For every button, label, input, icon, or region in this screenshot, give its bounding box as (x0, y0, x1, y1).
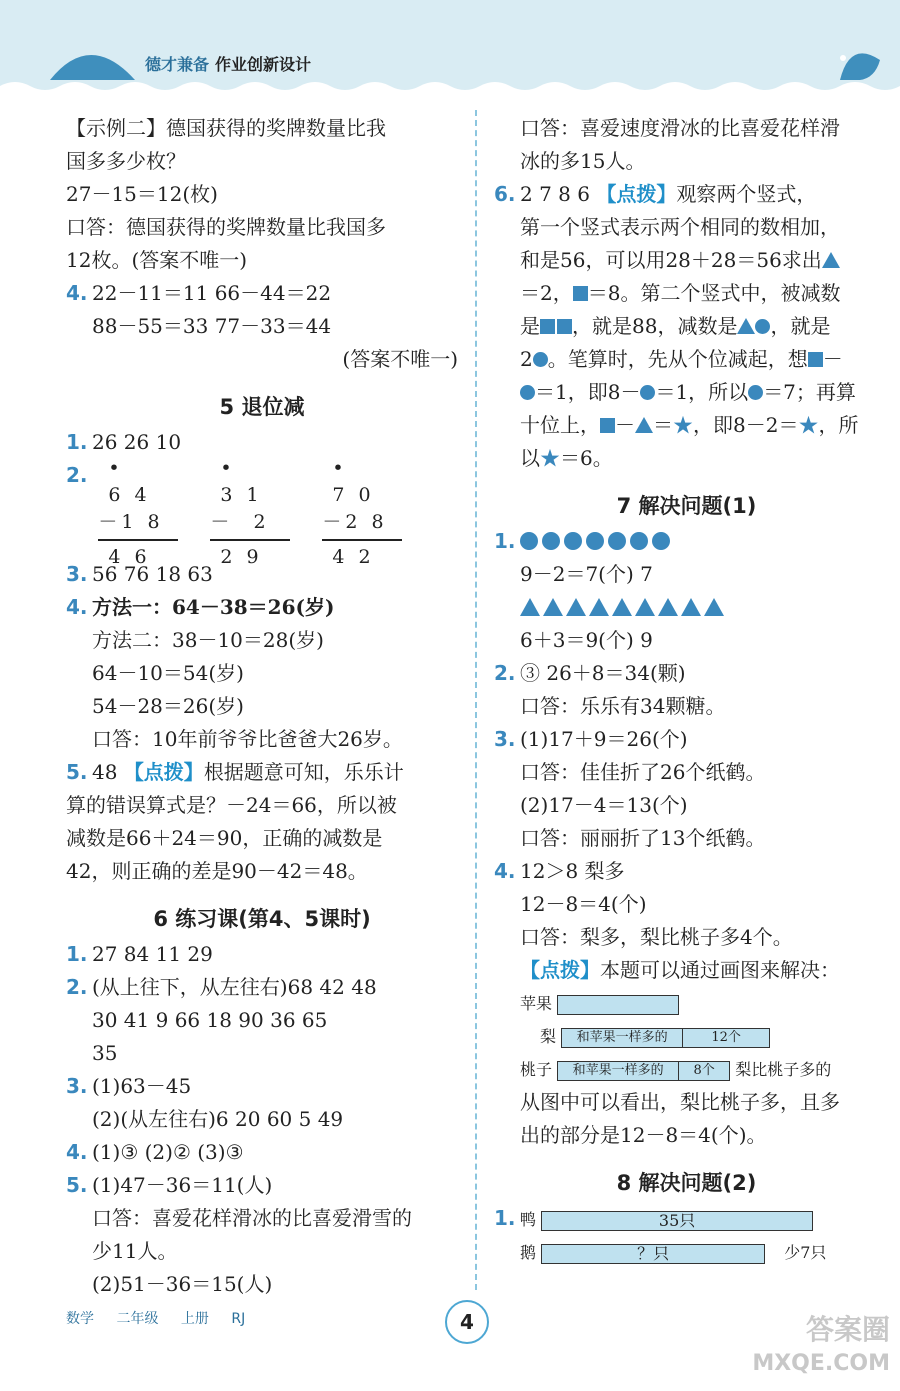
circle-icon (630, 532, 648, 550)
q6-text: ，即8－2＝ (693, 413, 799, 437)
s6-q2-line: 35 (92, 1041, 118, 1065)
pear-label: 梨 (540, 1027, 557, 1046)
tip-label: 【点拨】 (520, 958, 600, 982)
triangle-icon (543, 598, 563, 616)
square-icon (540, 319, 555, 334)
q6-line (494, 442, 879, 475)
s6-q5-text: (1)47－36＝11(人) (92, 1173, 273, 1197)
peach-label: 桃子 (520, 1060, 553, 1079)
wave-border (0, 78, 900, 92)
q-number: 4. (494, 859, 516, 883)
s5-q1-text: 26 26 10 (92, 430, 182, 454)
circle-icon (748, 385, 763, 400)
s7-q1 (494, 525, 879, 558)
pear-bar: 12个 (683, 1028, 770, 1048)
q6-line (494, 376, 879, 409)
q-number: 2. (494, 661, 516, 685)
s6-q5-line: (2)51－36＝15(人) (92, 1272, 273, 1296)
triangle-row (494, 591, 879, 624)
q-number: 4. (66, 281, 88, 305)
s7-q4-line: 口答：梨多，梨比桃子多4个。 (520, 925, 793, 949)
s6-q5 (66, 1169, 458, 1202)
circle-icon (652, 532, 670, 550)
s5-q4-line: 方法二：38－10＝28(岁) (92, 628, 324, 652)
same-bar: 和苹果一样多的 (557, 1061, 679, 1081)
tip-line: 出的部分是12－8＝4(个)。 (520, 1123, 767, 1147)
s7-q1-line: 9－2＝7(个) 7 (520, 562, 653, 586)
tip-text: 本题可以通过画图来解决： (600, 958, 840, 982)
q6-line (494, 343, 879, 376)
q-number: 6. (494, 182, 516, 206)
s6-q1-text: 27 84 11 29 (92, 942, 213, 966)
duck-bar: 35只 (541, 1211, 813, 1231)
q6-text: 2 (520, 347, 533, 371)
triangle-icon (635, 417, 653, 433)
star-icon: ★ (673, 413, 693, 437)
q6-text: 十位上， (520, 413, 600, 437)
left-column (66, 112, 458, 1301)
s7-q2-line: 口答：乐乐有34颗糖。 (520, 694, 726, 718)
brand-title: 德才兼备 作业创新设计 (145, 55, 312, 74)
footer-term: 上册 (180, 1311, 209, 1327)
example2-line: 【示例二】德国获得的奖牌数量比我 (66, 116, 386, 140)
q6-text: ＝1，即8－ (535, 380, 641, 404)
triangle-icon (704, 598, 724, 616)
tip-label: 【点拨】 (596, 182, 677, 206)
q6-line (494, 277, 879, 310)
vertical-calc: • 6 4 －1 8 4 6 (98, 455, 196, 558)
square-icon (808, 352, 823, 367)
less-label: 少7只 (784, 1243, 827, 1262)
s5-q5-text: 48 (92, 760, 124, 784)
footer-subject: 数学 (66, 1311, 94, 1327)
s7-q3-text: (1)17＋9＝26(个) (520, 727, 688, 751)
example2-line2: 国多多少枚？ (66, 149, 186, 173)
q6-text: ，就是 (770, 314, 831, 338)
peach-row (520, 1053, 879, 1086)
triangle-icon (635, 598, 655, 616)
page-header (0, 0, 900, 92)
apple-label: 苹果 (520, 994, 553, 1013)
s5-q4-line: 口答：10年前爷爷比爸爸大26岁。 (92, 727, 403, 751)
circle-row (520, 529, 674, 553)
q-number: 4. (66, 1140, 88, 1164)
triangle-icon (681, 598, 701, 616)
q6-line: 第一个竖式表示两个相同的数相加， (520, 215, 840, 239)
same-bar: 和苹果一样多的 (561, 1028, 683, 1048)
q-number: 3. (494, 727, 516, 751)
answer-line: 口答：德国获得的奖牌数量比我国多 (66, 215, 386, 239)
circle-icon (533, 352, 548, 367)
q6-text: － (615, 413, 635, 437)
q-number: 1. (494, 1206, 516, 1230)
s5-q5-line: 42，则正确的差是90－42＝48。 (66, 859, 368, 883)
q6-text: ＝ (653, 413, 673, 437)
pear-row (520, 1020, 879, 1053)
triangle-icon (612, 598, 632, 616)
q6-text: 。笔算时，先从个位减起，想 (547, 347, 808, 371)
q6-text: 和是56，可以用28＋28＝56求出 (520, 248, 822, 272)
s5-q4 (66, 591, 458, 624)
page-footer (66, 1308, 263, 1328)
q-number: 1. (66, 942, 88, 966)
q4-line (66, 277, 458, 310)
s7-q3-line: (2)17－4＝13(个) (520, 793, 688, 817)
circle-icon (564, 532, 582, 550)
circle-icon (608, 532, 626, 550)
q-number: 5. (66, 760, 88, 784)
section-title-6: 6 练习课(第4、5课时) (153, 907, 371, 931)
vertical-calc: • 3 1 － 2 2 9 (210, 455, 308, 558)
q-number: 2. (66, 463, 88, 487)
s6-q3-text: (1)63－45 (92, 1074, 192, 1098)
q6-text: 以 (520, 446, 540, 470)
triangle-icon (737, 318, 755, 334)
q6-text: 观察两个竖式， (676, 182, 817, 206)
bar-diagram (494, 987, 879, 1086)
circle-icon (542, 532, 560, 550)
q4-note: (答案不唯一) (342, 347, 458, 371)
circle-icon (520, 385, 535, 400)
triangle-icon (822, 252, 840, 268)
goose-bar: ？只 (541, 1244, 765, 1264)
square-icon (573, 286, 588, 301)
q-number: 3. (66, 562, 88, 586)
q6-line (494, 178, 879, 211)
vertical-calcs (98, 457, 434, 568)
s6-q3-line: (2)(从左往右)6 20 60 5 49 (92, 1107, 344, 1131)
q6-text: 是 (520, 314, 540, 338)
q6-text: ＝7；再算 (763, 380, 856, 404)
section-title-8: 8 解决问题(2) (616, 1171, 757, 1195)
s7-q4-text: 12＞8 梨多 (520, 859, 625, 883)
section-title-7: 7 解决问题(1) (616, 494, 757, 518)
s7-q3 (494, 723, 879, 756)
s6-q5-line: 少11人。 (92, 1239, 178, 1263)
square-icon (557, 319, 572, 334)
s6-q1 (66, 938, 458, 971)
column-divider (475, 110, 477, 1290)
s5-q4-text: 方法一：64－38＝26(岁) (92, 595, 335, 619)
s7-q2-text: ③ 26＋8＝34(颗) (520, 661, 686, 685)
goose-label: 鹅 (520, 1243, 537, 1262)
right-column (494, 112, 879, 1269)
tip-label: 【点拨】 (123, 760, 204, 784)
s6-q5-line: 口答：喜爱花样滑冰的比喜爱滑雪的 (92, 1206, 412, 1230)
triangle-icon (658, 598, 678, 616)
q4-line2: 88－55＝33 77－33＝44 (92, 314, 332, 338)
s6-q4-text: (1)③ (2)② (3)③ (92, 1140, 244, 1164)
triangle-icon (520, 598, 540, 616)
circle-icon (520, 532, 538, 550)
circle-icon (755, 319, 770, 334)
s6-q3 (66, 1070, 458, 1103)
q6-line (494, 244, 879, 277)
circle-icon (586, 532, 604, 550)
s5-q4-line: 54－28＝26(岁) (92, 694, 244, 718)
q6-line (494, 310, 879, 343)
triangle-icon (589, 598, 609, 616)
q-number: 5. (66, 1173, 88, 1197)
s6-q4 (66, 1136, 458, 1169)
s7-q3-line: 口答：丽丽折了13个纸鹤。 (520, 826, 766, 850)
footer-grade: 二年级 (116, 1311, 159, 1327)
q-number: 1. (66, 430, 88, 454)
tip-line: 从图中可以看出，梨比桃子多，且多 (520, 1090, 840, 1114)
s7-q2 (494, 657, 879, 690)
vertical-calc: • 7 0 －2 8 4 2 (322, 455, 420, 558)
answer-line2: 12枚。(答案不唯一) (66, 248, 248, 272)
q6-text: ＝6。 (560, 446, 613, 470)
watermark: 答案圈 MXQE.COM (752, 1313, 890, 1376)
s8-q1 (494, 1202, 879, 1269)
s6-q2 (66, 971, 458, 1004)
square-icon (600, 418, 615, 433)
q-number: 4. (66, 595, 88, 619)
triangle-icon (566, 598, 586, 616)
q6-text: ＝8。第二个竖式中，被减数 (587, 281, 841, 305)
q4-text: 22－11＝11 66－44＝22 (92, 281, 332, 305)
apple-bar (557, 995, 679, 1015)
more-label: 梨比桃子多的 (735, 1060, 832, 1079)
star-icon: ★ (540, 446, 560, 470)
duck-label: 鸭 (520, 1210, 537, 1229)
s7-q4-line: 12－8＝4(个) (520, 892, 647, 916)
answer-line: 口答：喜爱速度滑冰的比喜爱花样滑 (520, 116, 840, 140)
peach-bar: 8个 (679, 1061, 730, 1081)
q6-line (494, 409, 879, 442)
q-number: 3. (66, 1074, 88, 1098)
star-icon: ★ (798, 413, 819, 437)
q6-text: ，所 (818, 413, 859, 437)
s5-q2 (66, 457, 458, 568)
s5-q5-line: 减数是66＋24＝90，正确的减数是 (66, 826, 383, 850)
s6-q2-line: 30 41 9 66 18 90 36 65 (92, 1008, 328, 1032)
s5-q4-line: 64－10＝54(岁) (92, 661, 244, 685)
page-number: 4 (445, 1300, 489, 1344)
circle-icon (640, 385, 655, 400)
answer-line: 冰的多15人。 (520, 149, 646, 173)
s5-q5-line: 算的错误算式是？－24＝66，所以被 (66, 793, 397, 817)
s5-q3-text: 56 76 18 63 (92, 562, 213, 586)
apple-row (520, 987, 879, 1020)
q6-text: － (822, 347, 843, 371)
s7-q4 (494, 855, 879, 888)
s5-q5-text: 根据题意可知，乐乐计 (203, 760, 404, 784)
q-number: 2. (66, 975, 88, 999)
q6-text: ，就是88，减数是 (572, 314, 738, 338)
q6-text: 2 7 8 6 (520, 182, 597, 206)
calc-line: 27－15＝12(枚) (66, 182, 218, 206)
footer-edition: RJ (231, 1311, 246, 1327)
section-title-5: 5 退位减 (219, 395, 305, 419)
s6-q2-text: (从上往下，从左往右)68 42 48 (92, 975, 377, 999)
q6-text: ＝2， (520, 281, 573, 305)
s7-q3-line: 口答：佳佳折了26个纸鹤。 (520, 760, 766, 784)
q6-text: ＝1，所以 (655, 380, 749, 404)
s7-tip (494, 954, 879, 987)
q-number: 1. (494, 529, 516, 553)
s7-q1-line: 6＋3＝9(个) 9 (520, 628, 653, 652)
s5-q5 (66, 756, 458, 789)
